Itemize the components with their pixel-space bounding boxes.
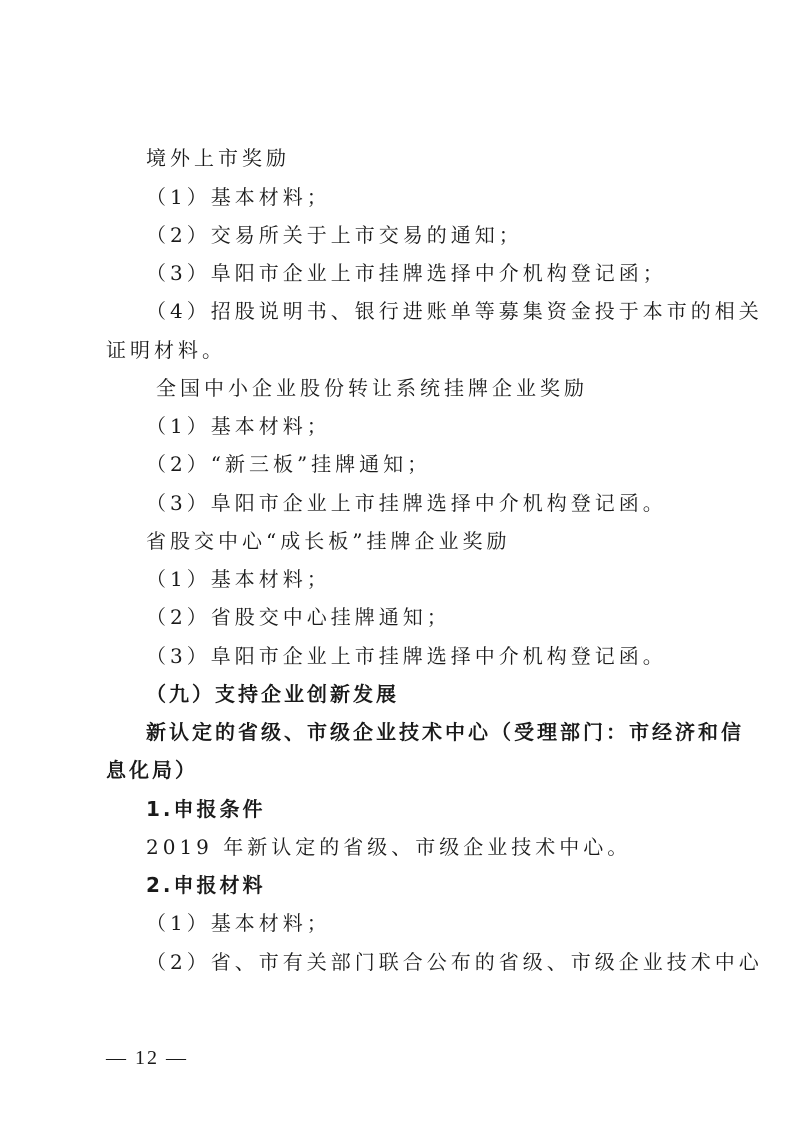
list-item: （3）阜阳市企业上市挂牌选择中介机构登记函。 [146,491,667,515]
section-heading: 省股交中心“成长板”挂牌企业奖励 [146,529,511,553]
list-item: （3）阜阳市企业上市挂牌选择中介机构登记函； [146,261,667,285]
section-heading: 境外上市奖励 [146,146,290,170]
list-item: （1）基本材料； [146,414,331,438]
section-heading: 全国中小企业股份转让系统挂牌企业奖励 [156,376,588,400]
list-item: （2）省股交中心挂牌通知； [146,605,451,629]
list-item: （3）阜阳市企业上市挂牌选择中介机构登记函。 [146,644,667,668]
paragraph: 2019 年新认定的省级、市级企业技术中心。 [146,835,632,859]
list-item: （1）基本材料； [146,185,331,209]
page-number: — 12 — [106,1047,188,1069]
numbered-heading: 1.申报条件 [146,797,266,821]
list-item: （1）基本材料； [146,567,331,591]
list-item: （2）省、市有关部门联合公布的省级、市级企业技术中心 [146,950,763,974]
subsection-heading-continuation: 息化局） [106,758,198,782]
list-item-continuation: 证明材料。 [106,338,226,362]
list-item: （2）“新三板”挂牌通知； [146,452,432,476]
list-item: （1）基本材料； [146,911,331,935]
list-item: （4）招股说明书、银行进账单等募集资金投于本市的相关 [146,299,763,323]
list-item: （2）交易所关于上市交易的通知； [146,223,523,247]
subsection-heading: 新认定的省级、市级企业技术中心（受理部门：市经济和信 [146,720,744,744]
chapter-heading: （九）支持企业创新发展 [146,682,399,706]
numbered-heading: 2.申报材料 [146,873,266,897]
